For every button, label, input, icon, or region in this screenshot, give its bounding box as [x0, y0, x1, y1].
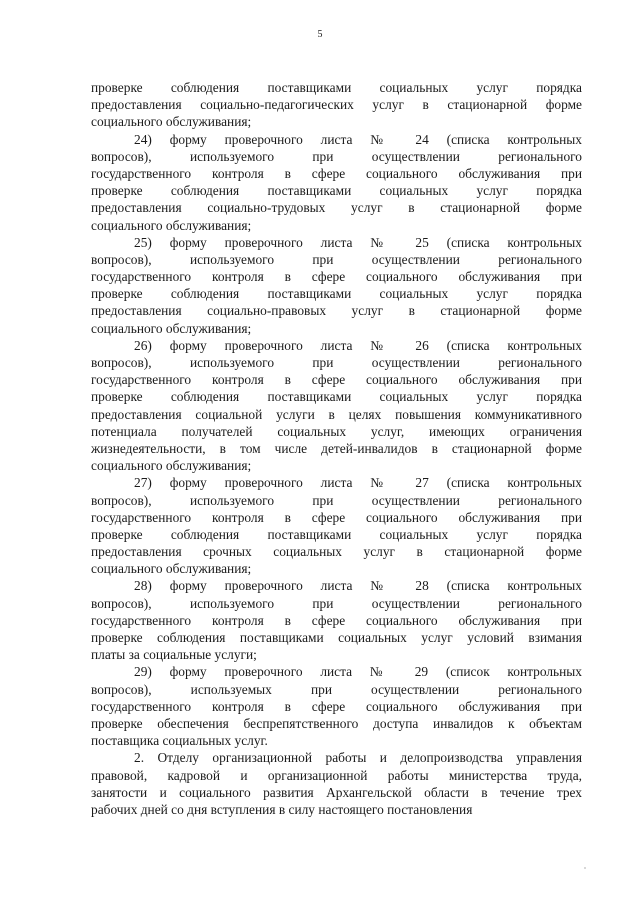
scan-artifact	[584, 867, 586, 869]
text-line: государственного контроля в сфере социального обслуживания при	[91, 509, 582, 525]
text-line: вопросов), используемого при осуществлении регионального	[91, 355, 582, 370]
text-line: жизнедеятельности, в том числе детей-инвалидов в стационарной форме	[91, 440, 582, 456]
text-line: 27) форму проверочного листа № 27 (списка контрольных	[134, 475, 582, 491]
text-line: 2. Отделу организационной работы и делопроизводства управления	[134, 750, 582, 766]
text-line: государственного контроля в сфере социального обслуживания при	[91, 698, 582, 714]
text-line: платы за социальные услуги;	[91, 647, 257, 663]
text-line: проверке соблюдения поставщиками социальных услуг порядка	[91, 183, 582, 199]
text-line: социального обслуживания;	[91, 561, 252, 577]
text-line: поставщика социальных услуг.	[91, 733, 268, 749]
text-line: потенциала получателей социальных услуг, имеющих ограничения	[91, 423, 582, 439]
text-line: проверке обеспечения беспрепятственного доступа инвалидов к объектам	[91, 715, 582, 731]
paragraph	[91, 131, 582, 234]
text-line: предоставления социальной услуги в целях повышения коммуникативного	[91, 406, 582, 422]
text-line: 28) форму проверочного листа № 28 (списка контрольных	[134, 578, 582, 594]
text-line: вопросов), используемого при осуществлении регионального	[91, 148, 582, 164]
text-line: вопросов), используемых при осуществлении регионального	[91, 681, 582, 697]
text-line: государственного контроля в сфере социального обслуживания при	[91, 165, 582, 181]
text-line: государственного контроля в сфере социального обслуживания при	[91, 612, 582, 628]
text-line: предоставления социально-педагогических услуг в стационарной форме	[91, 97, 582, 113]
paragraph	[91, 749, 582, 818]
text-line: 26) форму проверочного листа № 26 (списка контрольных	[134, 337, 582, 353]
paragraph	[91, 474, 582, 577]
page-number: 5	[317, 29, 323, 40]
paragraph	[91, 577, 582, 663]
text-line: 24) форму проверочного листа № 24 (списка контрольных	[134, 131, 582, 147]
text-line: социального обслуживания;	[91, 114, 252, 130]
text-line: 29) форму проверочного листа № 29 (список контрольных	[134, 664, 582, 680]
paragraph	[91, 234, 582, 337]
text-line: рабочих дней со дня вступления в силу настоящего постановления	[91, 801, 473, 817]
text-line: предоставления социально-трудовых услуг в стационарной форме	[91, 200, 582, 216]
text-line: проверке соблюдения поставщиками социальных услуг порядка	[91, 389, 582, 405]
text-line: социального обслуживания;	[91, 320, 252, 336]
document-body	[91, 79, 582, 818]
text-line: социального обслуживания;	[91, 458, 252, 474]
paragraph	[91, 337, 582, 475]
text-line: предоставления социально-правовых услуг в стационарной форме	[91, 303, 582, 319]
text-line: проверке соблюдения поставщиками социальных услуг порядка	[91, 286, 582, 302]
text-line: занятости и социального развития Архангельской области в течение трех	[91, 784, 582, 800]
text-line: правовой, кадровой и организационной работы министерства труда,	[91, 767, 582, 783]
paragraph	[91, 79, 582, 131]
text-line: проверке соблюдения поставщиками социальных услуг порядка	[91, 80, 582, 95]
text-line: проверке соблюдения поставщиками социальных услуг порядка	[91, 526, 582, 542]
text-line: государственного контроля в сфере социального обслуживания при	[91, 372, 582, 388]
text-line: проверке соблюдения поставщиками социальных услуг условий взимания	[91, 630, 582, 645]
text-line: государственного контроля в сфере социального обслуживания при	[91, 269, 582, 285]
text-line: социального обслуживания;	[91, 217, 252, 233]
text-line: вопросов), используемого при осуществлении регионального	[91, 492, 582, 508]
text-line: вопросов), используемого при осуществлении регионального	[91, 251, 582, 267]
text-line: 25) форму проверочного листа № 25 (списка контрольных	[134, 234, 582, 250]
paragraph	[91, 663, 582, 749]
text-line: предоставления срочных социальных услуг в стационарной форме	[91, 544, 582, 560]
text-line: вопросов), используемого при осуществлении регионального	[91, 595, 582, 611]
